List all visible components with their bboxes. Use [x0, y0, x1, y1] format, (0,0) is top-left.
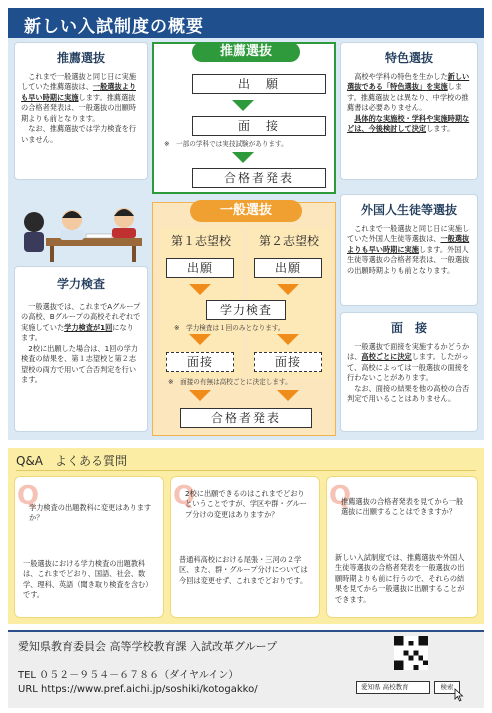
recommend-text-1: これまで一般選抜と同じ日に実施していた推薦選抜は、 — [21, 72, 137, 92]
general-exam-note: ※ 学力検査は１回のみとなります。 — [174, 324, 285, 332]
foreign-text-emphasis: 一般選抜よりも早い時期に実施 — [347, 234, 470, 254]
q-mark-icon: Q — [329, 481, 352, 511]
general-arrow-1b — [277, 284, 299, 295]
general-column-2-title: 第２志望校 — [258, 234, 319, 248]
footer-tel: TEL ０５２－９５４－６７８６（ダイヤルイン） — [18, 670, 239, 681]
academic-text-1: 一般選抜では、これまでAグループの高校、Bグループの高校それぞれで実施していた — [21, 302, 141, 332]
general-result: 合格者発表 — [180, 408, 312, 428]
general-flow-title: 一般選抜 — [190, 200, 302, 222]
cursor-icon — [454, 688, 464, 702]
qa-title-rule — [16, 470, 476, 471]
general-apply-2: 出願 — [254, 258, 322, 278]
recommend-text-2: します。推薦選抜の合格者発表は、一般選抜の出願時期よりも前となります。 — [21, 92, 137, 123]
academic-card-note: 2校に出願した場合は、1回の学力検査の結果を、第１志望校と第２志望校の両方で用いて合否判定を行います。 — [21, 343, 138, 385]
foreign-text-2: します。外国人生徒等選抜の合格者発表は、一般選抜の出願時期よりも前となります。 — [347, 244, 470, 275]
qa-card-2 — [170, 476, 320, 618]
general-exam: 学力検査 — [206, 300, 286, 320]
qa-question-1: 学力検査の出題教科に変更はありますか？ — [29, 503, 152, 523]
recommend-flow-title: 推薦選抜 — [192, 42, 300, 62]
interview-text-2: します。したがって、高校によっては一般選抜の面接を行わないことがあります。 — [347, 352, 470, 383]
recommend-text-emphasis: 一般選抜よりも早い時期に実施 — [21, 82, 137, 102]
general-interview-note: ※ 面接の有無は高校ごとに決定します。 — [168, 378, 292, 386]
academic-card — [14, 266, 148, 432]
footer-search-box[interactable]: 愛知県 高校教育 — [356, 681, 430, 694]
special-card — [340, 42, 478, 180]
qr-code-icon — [394, 636, 428, 670]
general-arrow-2a — [189, 334, 211, 345]
qa-card-3 — [326, 476, 478, 618]
academic-card-body — [21, 302, 141, 344]
interview-card-title: 面 接 — [390, 321, 427, 335]
special-card-title: 特色選抜 — [384, 51, 433, 65]
special-text-emphasis: 新しい選抜である「特色選抜」を実施 — [347, 72, 470, 92]
footer-search-button[interactable]: 検索 — [434, 681, 460, 694]
general-arrow-1a — [189, 284, 211, 295]
footer-org: 愛知県教育委員会 高等学校教育課 入試改革グループ — [18, 640, 278, 653]
recommend-arrow-2 — [232, 152, 254, 163]
foreign-card-title: 外国人生徒等選抜 — [360, 203, 457, 217]
general-apply-1: 出願 — [166, 258, 234, 278]
interview-text-1: 一般選抜で面接を実施するかどうかは、 — [347, 342, 470, 362]
recommend-arrow-1 — [232, 100, 254, 111]
general-arrow-3b — [277, 390, 299, 401]
qa-answer-3: 新しい入試制度では、推薦選抜や外国人生徒等選抜の合格者発表を一般選抜の出願時期よりも前に行うので、それらの結果を見てから一般選抜に出願することができます。 — [335, 553, 465, 604]
foreign-card-body — [347, 224, 471, 276]
qa-question-3: 推薦選抜の合格者発表を見てから一般選抜に出願することはできますか？ — [341, 497, 464, 517]
interview-card-body — [347, 342, 471, 384]
foreign-card — [340, 194, 478, 306]
academic-card-title: 学力検査 — [56, 277, 105, 291]
student-illustration — [12, 198, 148, 264]
general-arrow-3a — [189, 390, 211, 401]
qa-answer-2: 普通科高校における尾張・三河の２学区、また、群・グループ分けについては今回は変更せず、これまでどおりです。 — [179, 555, 308, 585]
recommend-step-apply: 出 願 — [192, 74, 326, 94]
general-arrow-2b — [277, 334, 299, 345]
general-interview-1: 面接 — [166, 352, 234, 372]
special-text-1: 高校や学科の特色を生かした — [354, 72, 448, 81]
qa-question-2: 2校に出願できるのはこれまでどおりということですが、学区や群・グループ分けの変更はありますか？ — [185, 489, 307, 519]
academic-text-emphasis: 学力検査が1回 — [64, 322, 113, 332]
footer-url[interactable]: URL https://www.pref.aichi.jp/soshiki/kotogakko/ — [18, 684, 258, 695]
recommend-step-interview: 面 接 — [192, 116, 326, 136]
qa-title: Q&A よくある質問 — [16, 454, 128, 468]
general-column-1-title: 第１志望校 — [170, 234, 231, 248]
recommend-step-result: 合格者発表 — [192, 168, 326, 188]
qa-answer-1: 一般選抜における学力検査の出題教科は、これまでどおり、国語、社会、数学、理科、英語（聞き取り検査を含む）です。 — [23, 559, 153, 600]
qa-card-1 — [14, 476, 164, 618]
special-text-emphasis-2: 具体的な実施校・学科や実施時期などは、今後検討して決定 — [347, 113, 470, 134]
recommend-card — [14, 42, 148, 180]
special-text-3: します。 — [426, 124, 455, 134]
recommend-card-body — [21, 72, 141, 124]
interview-card — [340, 312, 478, 432]
page-title: 新しい入試制度の概要 — [8, 8, 484, 38]
special-card-note — [347, 114, 471, 135]
recommend-card-note: なお、推薦選抜では学力検査を行いません。 — [21, 124, 137, 144]
q-mark-icon: Q — [17, 481, 40, 511]
special-card-body — [347, 72, 471, 114]
special-text-2: します。推薦選抜とは異なり、中学校の推薦書は必要ありません。 — [347, 82, 469, 113]
interview-card-note: なお、面接の結果を他の高校の合否判定で用いることはありません。 — [347, 383, 470, 404]
academic-text-2: になります。 — [21, 322, 134, 343]
interview-text-emphasis: 高校ごとに決定 — [361, 352, 412, 362]
general-interview-2: 面接 — [254, 352, 322, 372]
recommend-card-title: 推薦選抜 — [56, 51, 105, 65]
foreign-text-1: これまで一般選抜と同じ日に実施していた外国人生徒等選抜は、 — [347, 224, 470, 244]
recommend-step-note: ※ 一部の学科では実技試験があります。 — [164, 140, 288, 148]
q-mark-icon: Q — [173, 481, 196, 511]
